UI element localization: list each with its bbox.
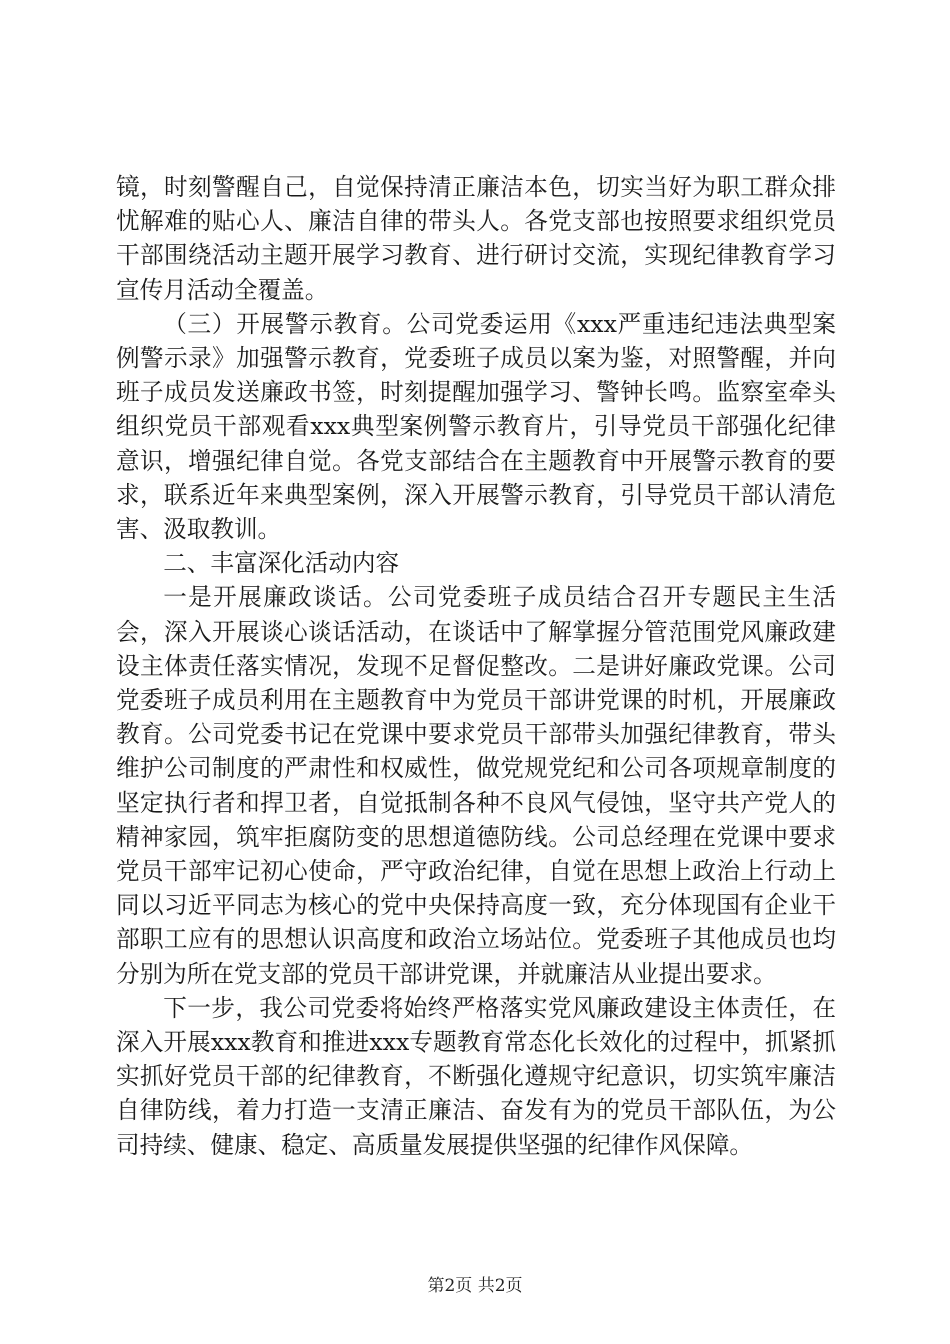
- paragraph-warning-education: （三）开展警示教育。公司党委运用《xxx严重违纪违法典型案例警示录》加强警示教育，党委班子成员以案为鉴，对照警醒，并向班子成员发送廉政书签，时刻提醒加强学习、警钟长鸣。监察室牵头组织党员干部观看xxx典型案例警示教育片，引导党员干部强化纪律意识，增强纪律自觉。各党支部结合在主题教育中开展警示教育的要求，联系近年来典型案例，深入开展警示教育，引导党员干部认清危害、汲取教训。: [116, 309, 836, 544]
- document-body: [116, 170, 836, 1162]
- page-footer: 第2页 共2页: [427, 1276, 523, 1296]
- paragraph-continuation: 镜，时刻警醒自己，自觉保持清正廉洁本色，切实当好为职工群众排忧解难的贴心人、廉洁自律的带头人。各党支部也按照要求组织党员干部围绕活动主题开展学习教育、进行研讨交流，实现纪律教育学习宣传月活动全覆盖。: [116, 173, 836, 304]
- section-heading: 二、丰富深化活动内容: [163, 549, 400, 578]
- paragraph-activities: 一是开展廉政谈话。公司党委班子成员结合召开专题民主生活会，深入开展谈心谈话活动，在谈话中了解掌握分管范围党风廉政建设主体责任落实情况，发现不足督促整改。二是讲好廉政党课。公司党委班子成员利用在主题教育中为党员干部讲党课的时机，开展廉政教育。公司党委书记在党课中要求党员干部带头加强纪律教育，带头维护公司制度的严肃性和权威性，做党规党纪和公司各项规章制度的坚定执行者和捍卫者，自觉抵制各种不良风气侵蚀，坚守共产党人的精神家园，筑牢拒腐防变的思想道德防线。公司总经理在党课中要求党员干部牢记初心使命，严守政治纪律，自觉在思想上政治上行动上同以习近平同志为核心的党中央保持高度一致，充分体现国有企业干部职工应有的思想认识高度和政治立场站位。党委班子其他成员也均分别为所在党支部的党员干部讲党课，并就廉洁从业提出要求。: [116, 583, 836, 988]
- paragraph-next-steps: 下一步，我公司党委将始终严格落实党风廉政建设主体责任，在深入开展xxx教育和推进xxx专题教育常态化长效化的过程中，抓紧抓实抓好党员干部的纪律教育，不断强化遵规守纪意识，切实筑牢廉洁自律防线，着力打造一支清正廉洁、奋发有为的党员干部队伍，为公司持续、健康、稳定、高质量发展提供坚强的纪律作风保障。: [116, 993, 836, 1159]
